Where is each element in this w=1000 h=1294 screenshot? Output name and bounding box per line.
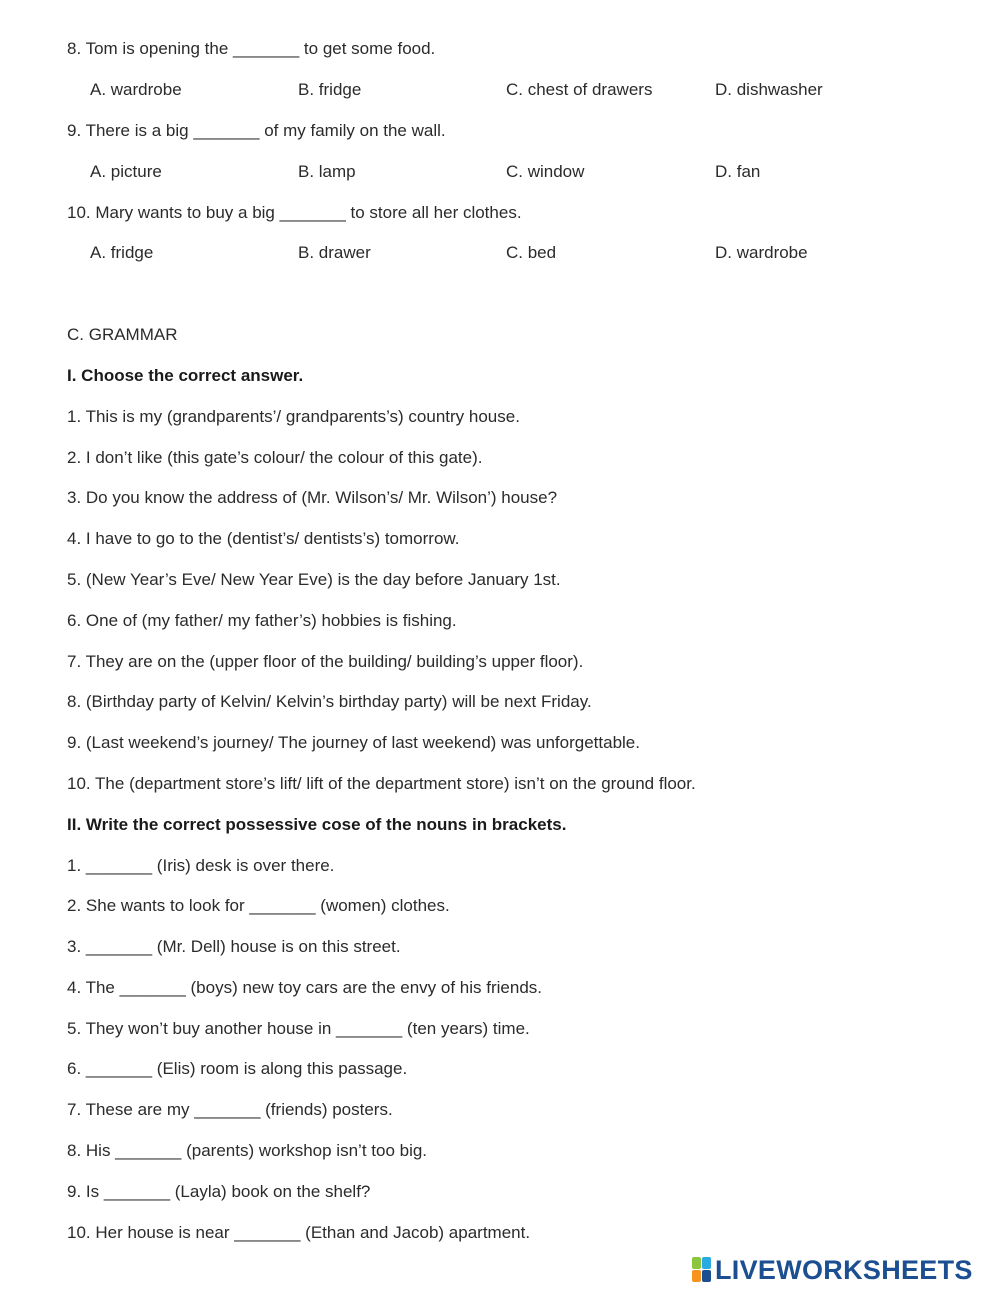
option-a: A. wardrobe [90, 80, 182, 99]
option-b: B. lamp [298, 162, 356, 181]
part-1-item: 5. (New Year’s Eve/ New Year Eve) is the day before January 1st. [67, 570, 561, 589]
part-2-item: 1. _______ (Iris) desk is over there. [67, 856, 335, 875]
part-1-title: I. Choose the correct answer. [67, 366, 304, 385]
part-2-item: 3. _______ (Mr. Dell) house is on this street. [67, 937, 401, 956]
part-1-item: 6. One of (my father/ my father’s) hobbies is fishing. [67, 611, 457, 630]
part-1-item: 2. I don’t like (this gate’s colour/ the colour of this gate). [67, 448, 483, 467]
question-9: 9. There is a big _______ of my family on the wall. [67, 121, 446, 140]
option-a: A. picture [90, 162, 162, 181]
section-title: C. GRAMMAR [67, 325, 178, 344]
part-1-item: 8. (Birthday party of Kelvin/ Kelvin’s birthday party) will be next Friday. [67, 692, 592, 711]
part-1-item: 4. I have to go to the (dentist’s/ dentists’s) tomorrow. [67, 529, 460, 548]
part-2-item: 4. The _______ (boys) new toy cars are the envy of his friends. [67, 978, 543, 997]
part-2-item: 2. She wants to look for _______ (women) clothes. [67, 896, 450, 915]
part-1-item: 10. The (department store’s lift/ lift of the department store) isn’t on the ground floor. [67, 774, 696, 793]
part-2-title: II. Write the correct possessive cose of the nouns in brackets. [67, 815, 567, 834]
part-2-item: 10. Her house is near _______ (Ethan and Jacob) apartment. [67, 1223, 531, 1242]
option-d: D. fan [715, 162, 761, 181]
part-2-item: 7. These are my _______ (friends) posters. [67, 1100, 393, 1119]
part-1-item: 3. Do you know the address of (Mr. Wilson’s/ Mr. Wilson’) house? [67, 488, 558, 507]
part-1-item: 9. (Last weekend’s journey/ The journey of last weekend) was unforgettable. [67, 733, 640, 752]
part-2-item: 5. They won’t buy another house in _______ (ten years) time. [67, 1019, 530, 1038]
question-10: 10. Mary wants to buy a big _______ to store all her clothes. [67, 203, 522, 222]
part-2-item: 6. _______ (Elis) room is along this passage. [67, 1059, 408, 1078]
logo-text: LIVEWORKSHEETS [715, 1254, 973, 1285]
part-2-item: 8. His _______ (parents) workshop isn’t too big. [67, 1141, 428, 1160]
option-c: C. bed [506, 243, 557, 262]
option-c: C. window [506, 162, 585, 181]
liveworksheets-logo-icon [692, 1257, 712, 1283]
option-d: D. wardrobe [715, 243, 808, 262]
option-b: B. fridge [298, 80, 362, 99]
option-a: A. fridge [90, 243, 154, 262]
part-2-item: 9. Is _______ (Layla) book on the shelf? [67, 1182, 371, 1201]
option-c: C. chest of drawers [506, 80, 653, 99]
part-1-item: 7. They are on the (upper floor of the building/ building’s upper floor). [67, 652, 584, 671]
question-8: 8. Tom is opening the _______ to get some food. [67, 39, 436, 58]
option-b: B. drawer [298, 243, 371, 262]
liveworksheets-logo[interactable] [692, 1254, 973, 1286]
part-1-item: 1. This is my (grandparents’/ grandparents’s) country house. [67, 407, 520, 426]
option-d: D. dishwasher [715, 80, 823, 99]
